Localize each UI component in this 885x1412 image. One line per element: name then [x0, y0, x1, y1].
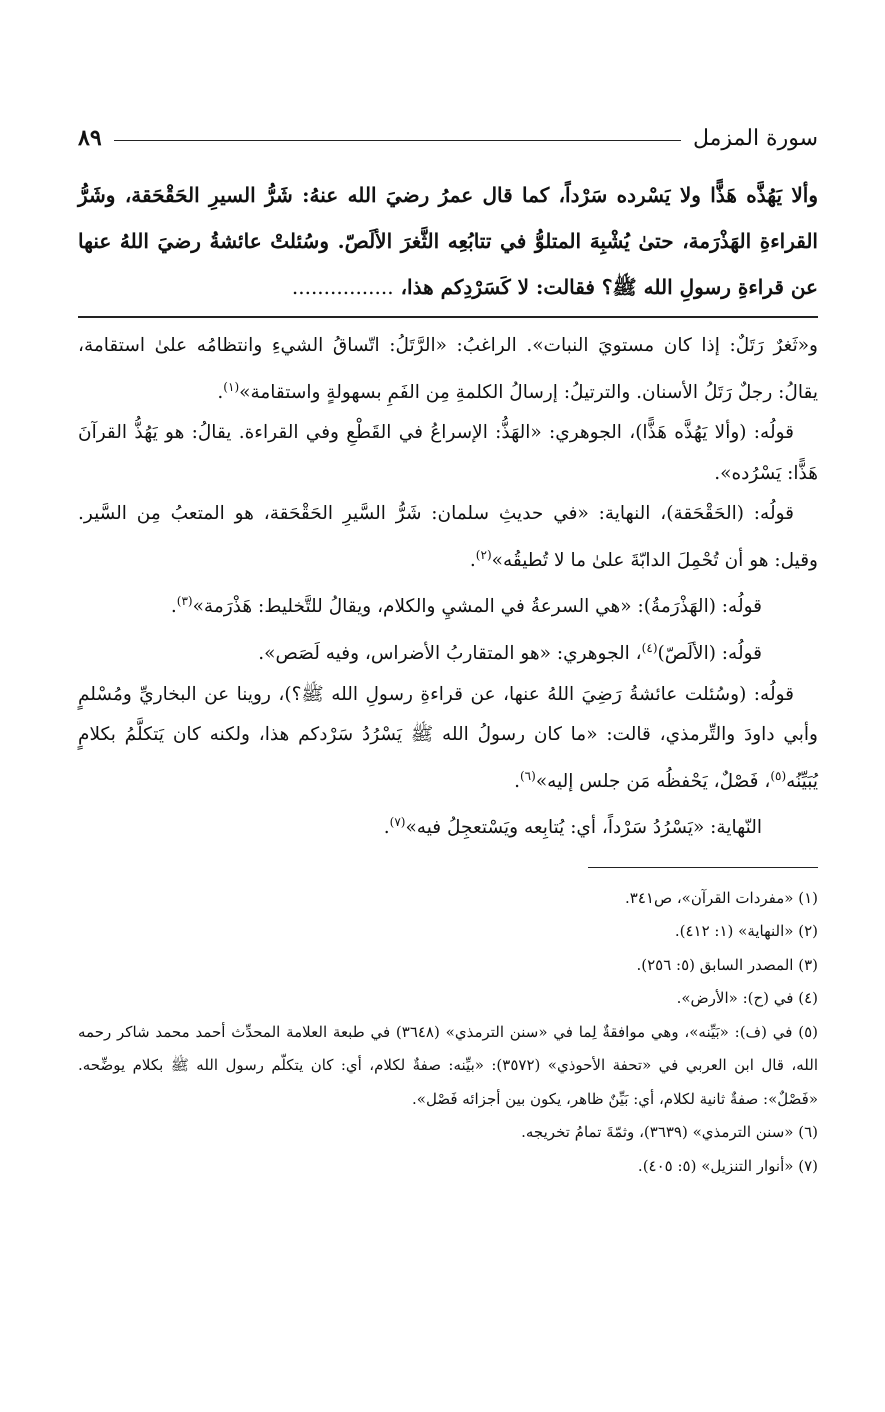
footnote-ref: (١) [223, 379, 240, 394]
footnote: (٧) «أنوار التنزيل» (٥: ٤٠٥). [637, 1156, 818, 1175]
footnote: (٥) في (ف): «بَيِّنه»، وهي موافقةٌ لِما في «سنن الترمذي» (٣٦٤٨) في طبعة العلامة المحدِّث أحمد محمد شاكر رحمه الله، قال ابن العربي في «تحفة الأحوذي» (٣٥٧٢): «بيِّنه: صفةٌ لكلام، أي: كان يتكلّم رسول الله ﷺ بكلام يوضِّحه. «فَصْلٌ»: صفةٌ ثانية لكلام، أي: بَيِّنٌ ظاهر، يكون بين أجزائه فَصْل». [78, 1022, 818, 1108]
commentary-paragraph: و«ثَغرٌ رَتَلٌ: إذا كان مستويَ النبات». الراغبُ: «الرَّتَلُ: اتّساقُ الشيءِ وانتظامُه علىٰ استقامة، يقالُ: رجلٌ رَتَلُ الأسنان. والترتيلُ: إرسالُ الكلمةِ مِن الفَمِ بسهولةٍ واستقامة»$^{(١)}$. [78, 335, 818, 403]
footnote-ref: (٣) [176, 594, 193, 609]
main-text-divider [78, 316, 818, 318]
commentary-paragraph: النّهاية: «يَسْرُدُ سَرْداً، أي: يُتابِعه ويَسْتعجِلُ فيه»$^{(٧)}$. [383, 815, 762, 839]
footnote-ref: (٥) [770, 768, 787, 783]
commentary-paragraph: قولُه: (وألا يَهُذَّه هَذًّا)، الجوهري: «الهَذُّ: الإسراعُ في القَطْعِ وفي القراءة. يقالُ: هو يَهُذُّ القرآنَ هَذًّا: يَسْرُده». [78, 422, 818, 484]
footnote-ref: (٧) [389, 815, 406, 830]
footnote: (٦) «سنن الترمذي» (٣٦٣٩)، وثمّةَ تمامُ تخريجه. [521, 1123, 818, 1142]
footnote-ref: (٤) [641, 640, 658, 655]
footnote-ref: (٢) [475, 547, 492, 562]
book-page [78, 118, 818, 1183]
main-text-body: وألا يَهُذَّه هَذًّا ولا يَسْرده سَرْداً، كما قال عمرُ رضيَ الله عنهُ: شَرُّ السيرِ الحَقْحَقة، وشَرُّ القراءةِ الهَذْرَمة، حتىٰ يُشْبِهَ المتلوُّ في تتابُعِه الثَّغرَ الألَصّ. وسُئلتْ عائشةُ رضيَ اللهُ عنها عن قراءةِ رسولِ الله ﷺ؟ فقالت: لا كَسَرْدِكم هذا، [78, 183, 818, 299]
main-text [78, 172, 818, 310]
header-rule [114, 140, 681, 141]
commentary [78, 326, 818, 849]
page-header [78, 118, 818, 158]
footnote-ref: (٦) [519, 768, 536, 783]
footnote: (٤) في (ح): «الأرض». [676, 989, 818, 1008]
footnote: (٣) المصدر السابق (٥: ٢٥٦). [636, 955, 818, 974]
footnote: (١) «مفردات القرآن»، ص٣٤١. [624, 888, 818, 907]
page-number: ٨٩ [78, 125, 102, 151]
footnote-divider [588, 867, 818, 868]
footnote: (٢) «النهاية» (١: ٤١٢). [674, 922, 818, 941]
commentary-paragraph: قولُه: (الألَصّ)$^{(٤)}$، الجوهري: «هو المتقاربُ الأضراس، وفيه لَصَص». [258, 640, 762, 665]
continuation-dots: ................ [291, 275, 394, 299]
commentary-paragraph: قولُه: (وسُئلت عائشةُ رَضِيَ اللهُ عنها، عن قراءةِ رسولِ الله ﷺ؟)، روينا عن البخاريِّ ومُسْلمٍ وأبي داودَ والتِّرمذي، قالت: «ما كان رسولُ الله ﷺ يَسْرُدُ سَرْدكم هذا، ولكنه كان يَتكلَّمُ بكلامٍ يُبَيِّنُه$^{(٥)}$، فَصْلٌ، يَحْفظُه مَن جلس إليه»$^{(٦)}$. [78, 683, 818, 792]
commentary-paragraph: قولُه: (الحَقْحَقة)، النهاية: «في حديثِ سلمان: شَرُّ السَّيرِ الحَقْحَقة، هو المتعبُ مِن السَّير. وقيل: هو أن تُحْمِلَ الدابّةَ علىٰ ما لا تُطيقُه»$^{(٢)}$. [78, 503, 818, 571]
footnotes [78, 882, 818, 1184]
surah-title: سورة المزمل [692, 125, 818, 151]
commentary-paragraph: قولُه: (الهَذْرَمةُ): «هي السرعةُ في المشيِ والكلام، ويقالُ للتَّخليط: هَذْرَمة»$^{(٣)}$. [170, 594, 762, 618]
